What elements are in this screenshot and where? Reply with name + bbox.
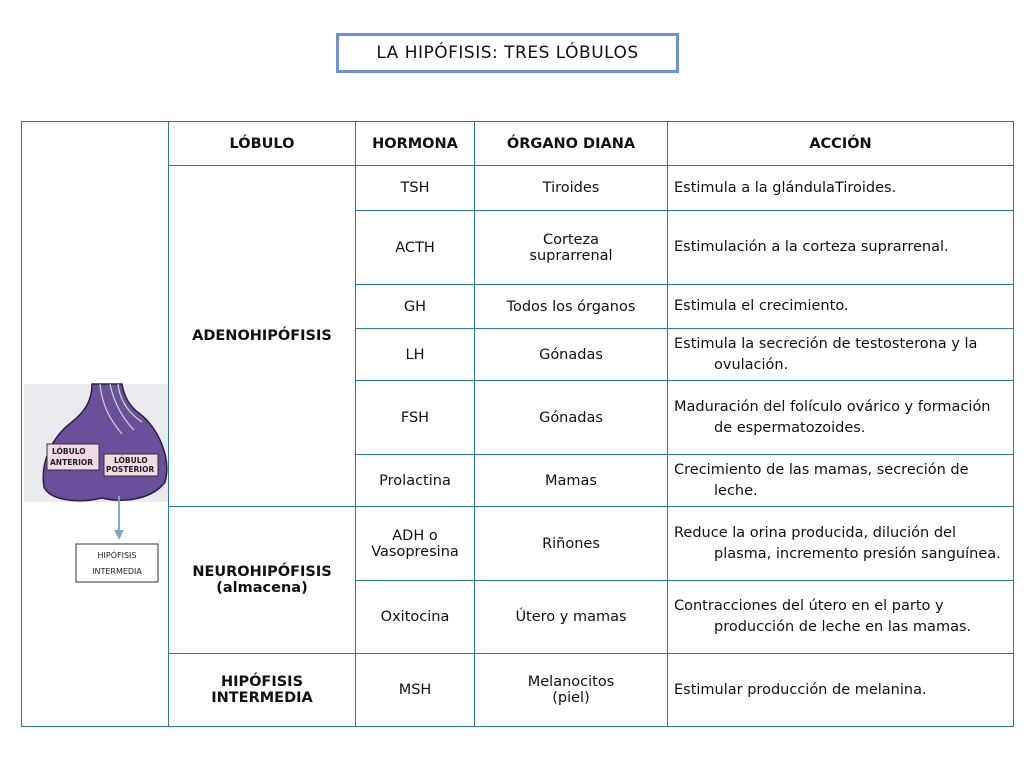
arrow-head-icon bbox=[114, 530, 124, 540]
hormona-text: GH bbox=[403, 298, 427, 315]
accion-text: Contracciones del útero en el parto y bbox=[674, 598, 944, 614]
header-accion: ACCIÓN bbox=[668, 122, 1014, 166]
table-row bbox=[22, 166, 1014, 211]
accion-text-line2: ovulación. bbox=[714, 356, 789, 373]
table-row bbox=[22, 507, 1014, 581]
cell-accion bbox=[668, 211, 1014, 285]
organo-text-line2: (piel) bbox=[552, 690, 590, 706]
cell-organo bbox=[475, 507, 668, 581]
cell-accion bbox=[668, 329, 1014, 381]
organo-text: Corteza bbox=[542, 231, 600, 248]
page-title-text: LA HIPÓFISIS: TRES LÓBULOS bbox=[376, 43, 639, 63]
cell-accion bbox=[668, 455, 1014, 507]
accion-text: Crecimiento de las mamas, secreción de bbox=[674, 461, 969, 478]
intermedia-label-line2: INTERMEDIA bbox=[92, 567, 142, 576]
cell-organo bbox=[475, 329, 668, 381]
cell-organo bbox=[475, 166, 668, 211]
hormone-table bbox=[21, 121, 1014, 727]
accion-text-line2: de espermatozoides. bbox=[714, 419, 866, 436]
hormona-text-line2: Vasopresina bbox=[371, 543, 459, 560]
table-row bbox=[22, 654, 1014, 727]
organo-text: Mamas bbox=[545, 472, 597, 489]
accion-text: Maduración del folículo ovárico y formación bbox=[674, 398, 991, 415]
group-inter-label: HIPÓFISIS bbox=[220, 674, 304, 690]
organo-text: Riñones bbox=[542, 535, 600, 552]
illustration-cell bbox=[22, 122, 169, 727]
hormona-text: Prolactina bbox=[379, 472, 451, 489]
group-adeno-label: ADENOHIPÓFISIS bbox=[192, 328, 332, 344]
cell-hormona bbox=[356, 507, 475, 581]
posterior-label-line1: LÓBULO bbox=[114, 456, 148, 465]
organo-text: Útero y mamas bbox=[515, 609, 627, 625]
group-neuro-sublabel: (almacena) bbox=[216, 580, 308, 596]
cell-accion bbox=[668, 507, 1014, 581]
organo-text: Gónadas bbox=[539, 409, 603, 426]
cell-organo bbox=[475, 654, 668, 727]
cell-hormona bbox=[356, 166, 475, 211]
cell-accion bbox=[668, 581, 1014, 654]
cell-hormona bbox=[356, 211, 475, 285]
organo-text-line2: suprarrenal bbox=[529, 247, 613, 264]
group-neuro-label: NEUROHIPÓFISIS bbox=[192, 564, 332, 580]
header-organo: ÓRGANO DIANA bbox=[475, 122, 668, 166]
cell-accion bbox=[668, 381, 1014, 455]
header-lobulo: LÓBULO bbox=[169, 122, 356, 166]
table-header-row bbox=[22, 122, 1014, 166]
cell-hormona bbox=[356, 581, 475, 654]
organo-text: Gónadas bbox=[539, 346, 603, 363]
group-neurohipofisis bbox=[169, 507, 356, 654]
cell-accion bbox=[668, 654, 1014, 727]
cell-hormona bbox=[356, 654, 475, 727]
accion-text: Estimular producción de melanina. bbox=[674, 681, 927, 698]
cell-hormona bbox=[356, 329, 475, 381]
accion-text: Reduce la orina producida, dilución del bbox=[674, 524, 957, 541]
hormona-text: Oxitocina bbox=[380, 609, 450, 625]
accion-text-line2: plasma, incremento presión sanguínea. bbox=[714, 545, 1001, 562]
accion-text: Estimula la secreción de testosterona y la bbox=[674, 335, 978, 352]
accion-text-line2: producción de leche en las mamas. bbox=[714, 619, 972, 635]
group-inter-label-line2: INTERMEDIA bbox=[211, 690, 313, 706]
pituitary-illustration bbox=[22, 122, 169, 728]
cell-accion bbox=[668, 166, 1014, 211]
accion-text: Estimulación a la corteza suprarrenal. bbox=[674, 239, 949, 255]
accion-text: Estimula el crecimiento. bbox=[674, 298, 849, 314]
cell-hormona bbox=[356, 455, 475, 507]
hormona-text: FSH bbox=[400, 409, 430, 426]
cell-organo bbox=[475, 455, 668, 507]
accion-text-line2: leche. bbox=[714, 482, 758, 499]
hormona-text: LH bbox=[405, 346, 425, 363]
cell-organo bbox=[475, 381, 668, 455]
hormona-text: ACTH bbox=[395, 239, 435, 256]
posterior-label-line2: POSTERIOR bbox=[106, 465, 155, 474]
hormona-text: MSH bbox=[398, 682, 432, 698]
organo-text: Tiroides bbox=[542, 180, 600, 196]
hormona-text: ADH o bbox=[392, 527, 438, 544]
page-title bbox=[336, 33, 679, 73]
cell-hormona bbox=[356, 285, 475, 329]
header-hormona: HORMONA bbox=[356, 122, 475, 166]
organo-text: Melanocitos bbox=[527, 674, 615, 690]
cell-organo bbox=[475, 211, 668, 285]
group-hipofisis-intermedia bbox=[169, 654, 356, 727]
accion-text: Estimula a la glándulaTiroides. bbox=[674, 179, 897, 196]
intermedia-label-box bbox=[76, 544, 158, 582]
intermedia-label-line1: HIPÓFISIS bbox=[97, 551, 137, 560]
hormona-text: TSH bbox=[400, 180, 430, 196]
cell-accion bbox=[668, 285, 1014, 329]
group-adenohipofisis bbox=[169, 166, 356, 507]
organo-text: Todos los órganos bbox=[506, 298, 636, 315]
cell-hormona bbox=[356, 381, 475, 455]
anterior-label-line1: LÓBULO bbox=[52, 447, 86, 456]
anterior-label-line2: ANTERIOR bbox=[50, 458, 94, 467]
cell-organo bbox=[475, 285, 668, 329]
cell-organo bbox=[475, 581, 668, 654]
